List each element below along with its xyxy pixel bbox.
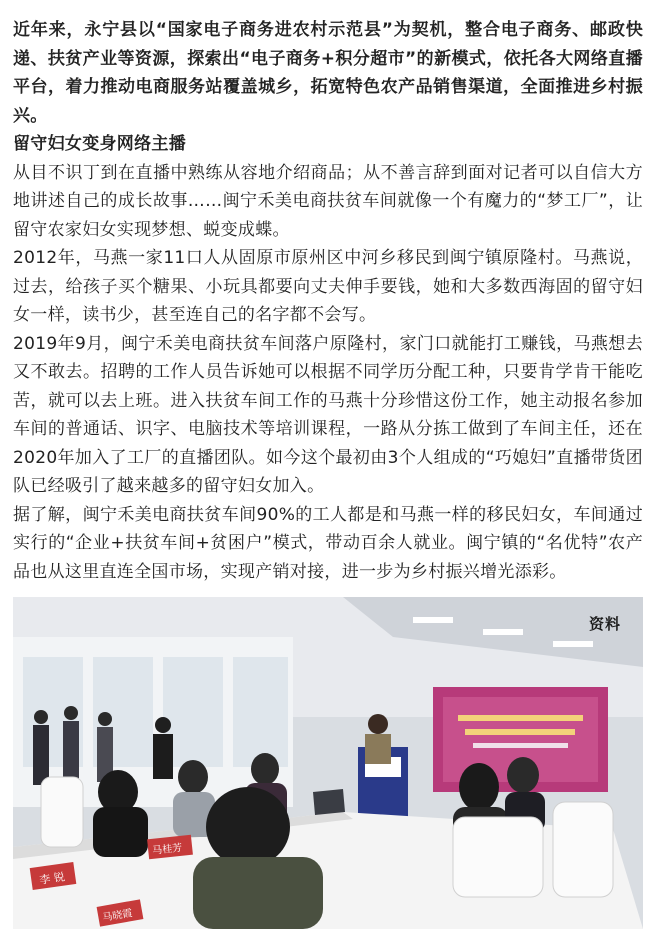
news-photo: [13, 597, 643, 929]
lead-paragraph: 近年来，永宁县以“国家电子商务进农村示范县”为契机，整合电子商务、邮政快递、扶贫产业等资源，探索出“电子商务+积分超市”的新模式，依托各大网络直播平台，着力推动电商服务站覆盖城乡，拓宽特色农产品销售渠道，全面推进乡村振兴。: [13, 20, 643, 126]
section-heading: 留守妇女变身网络主播: [13, 134, 186, 154]
body-paragraph-2: 2012年，马燕一家11口人从固原市原州区中河乡移民到闽宁镇原隆村。马燕说，过去，给孩子买个糖果、小玩具都要向丈夫伸手要钱，她和大多数西海固的留守妇女一样，读书少，甚至连自己的名字都不会写。: [13, 248, 643, 325]
nameplate-1: 李 锐: [38, 870, 66, 887]
body-paragraph-4: 据了解，闽宁禾美电商扶贫车间90%的工人都是和马燕一样的移民妇女，车间通过实行的“企业+扶贫车间+贫困户”模式，带动百余人就业。闽宁镇的“名优特”农产品也从这里直连全国市场，实现产销对接，进一步为乡村振兴增光添彩。: [13, 504, 643, 582]
photo-illustration: [13, 597, 643, 929]
article-body: [13, 16, 643, 586]
body-paragraph-3: 2019年9月，闽宁禾美电商扶贫车间落户原隆村，家门口就能打工赚钱，马燕想去又不敢去。招聘的工作人员告诉她可以根据不同学历分配工种，只要肯学肯干能吃苦，就可以去上班。进入扶贫车间工作的马燕十分珍惜这份工作，她主动报名参加车间的普通话、识字、电脑技术等培训课程，一路从分拣工做到了车间主任，还在2020年加入了工厂的直播团队。如今这个最初由3个人组成的“巧媳妇”直播带货团队已经吸引了越来越多的留守妇女加入。: [13, 333, 643, 496]
nameplate-3: 马晓霞: [101, 907, 134, 925]
photo-watermark: 资料: [588, 615, 621, 633]
nameplate-2: 马桂芳: [151, 842, 183, 857]
body-paragraph-1: 从目不识丁到在直播中熟练从容地介绍商品；从不善言辞到面对记者可以自信大方地讲述自己的成长故事……闽宁禾美电商扶贫车间就像一个有魔力的“梦工厂”，让留守农家妇女实现梦想、蜕变成蝶。: [13, 162, 643, 240]
